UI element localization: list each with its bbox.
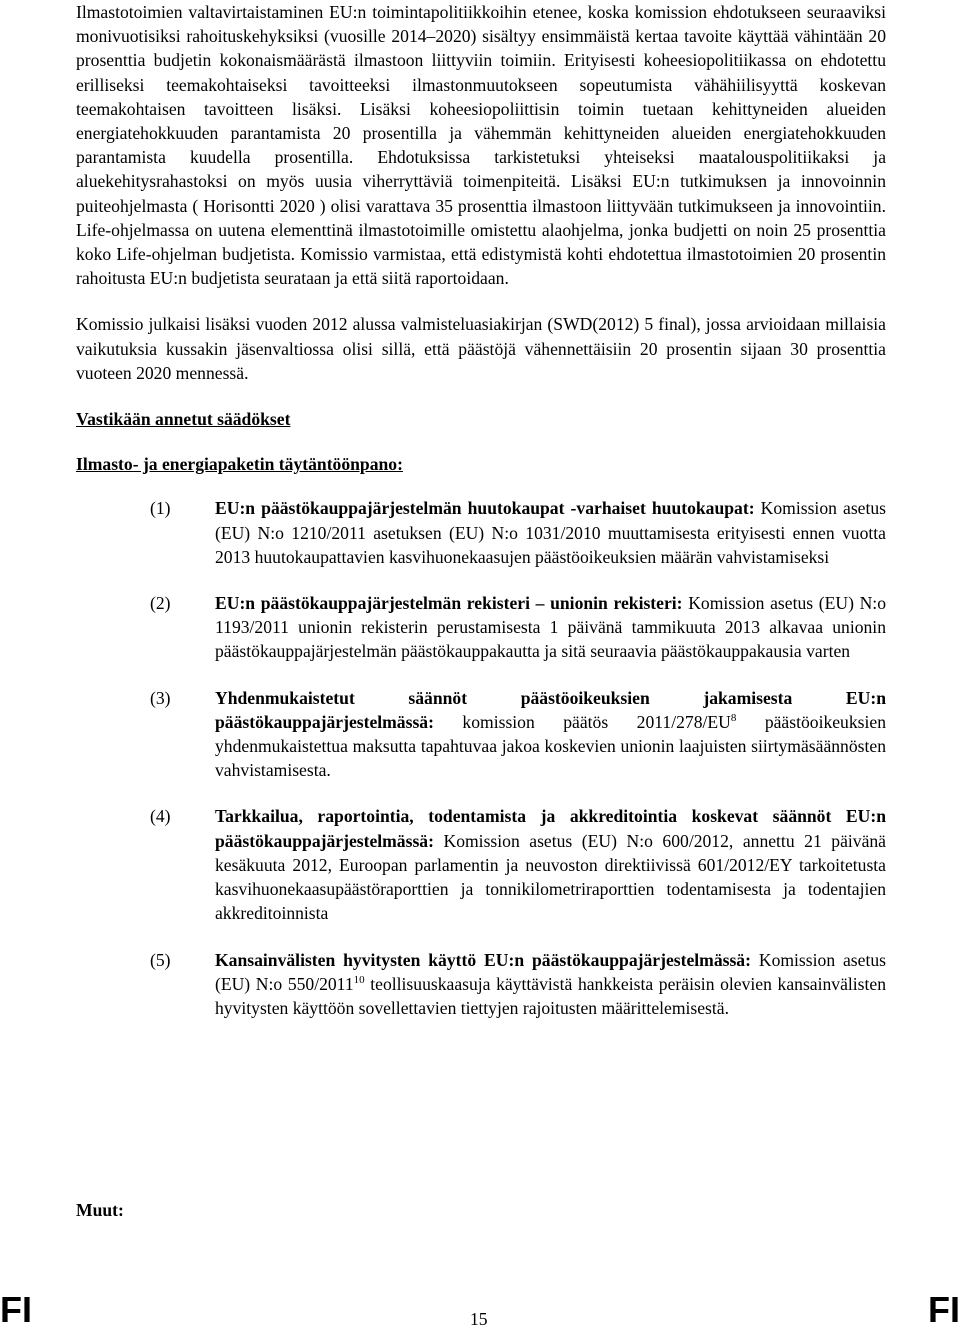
list-item-number: (5) [150, 949, 171, 970]
document-page [76, 0, 886, 1020]
list-item-body [215, 591, 886, 664]
list-item-text: Komission asetus (EU) N:o 1210/2011 asetuksen (EU) N:o 1031/2010 muuttamisesta erityisesti ennen vuotta 2013 huutokaupattavien kasvihuonekaasujen päästöoikeuksien määrän vahvistamiseksi [215, 498, 887, 567]
list-item-text: Komission asetus (EU) N:o 550/2011 [215, 949, 886, 994]
other-heading: Muut: [76, 1200, 124, 1220]
footnote-reference: 8 [730, 711, 737, 724]
list-item-title: EU:n päästökauppajärjestelmän rekisteri – unionin rekisteri: [215, 593, 683, 614]
heading-recent-acts: Vastikään annetut säädökset [76, 409, 291, 430]
list-item-title: Tarkkailua, raportointia, todentamista ja akkreditointia koskevat säännöt EU:n päästökauppajärjestelmässä: [215, 806, 886, 851]
paragraph-mainstreaming: Ilmastotoimien valtavirtaistaminen EU:n toimintapolitiikkoihin etenee, koska komission ehdotukseen seuraaviksi monivuotisiksi rahoituskehyksiksi (vuosille 2014–2020) sisältyy ensimmäistä kertaa tavoite käyttää vähintään 20 prosenttia budjetin kokonaismäärästä ilmastoon liittyviin toimiin. Erityisesti koheesiopolitiikassa on ehdotettu erilliseksi teemakohtaiseksi tavoitteeksi ilmastonmuutokseen sopeutumista vähähiilisyyttä koskevan teemakohtaisen tavoitteen lisäksi. Lisäksi koheesiopoliittisin toimin tuetaan kehittyneiden alueiden energiatehokkuuden parantamista 20 prosentilla ja vähemmän kehittyneiden alueiden energiatehokkuuden parantamista kuudella prosentilla. Ehdotuksissa tarkistetuksi yhteiseksi maatalouspolitiikaksi ja aluekehitysrahastoksi on myös uusia viherryttäviä toimenpiteitä. Lisäksi EU:n tutkimuksen ja innovoinnin puiteohjelmasta ( Horisontti 2020 ) olisi varattava 35 prosenttia ilmastoon liittyvään tutkimukseen ja innovointiin. Life-ohjelmassa on uutena elementtinä ilmastotoimille omistettu alaohjelma, jonka budjetti on noin 25 prosenttia koko Life-ohjelman budjetista. Komissio varmistaa, että edistymistä kohti ehdotettua ilmastotoimien 20 prosentin rahoitusta EU:n budjetista seurataan ja että siitä raportoidaan. [76, 2, 886, 289]
list-item-body [215, 804, 886, 925]
acts-list [76, 496, 886, 1020]
list-item [76, 591, 886, 664]
list-item [76, 686, 886, 783]
footer-language-left: FI [0, 1289, 32, 1330]
list-item-number: (4) [150, 806, 171, 827]
list-item-number: (3) [150, 687, 171, 708]
list-item-body [215, 496, 886, 569]
list-item-text: Komission asetus (EU) N:o 1193/2011 unionin rekisterin perustamisesta 1 päivänä tammikuuta 2013 alkavaa unionin päästökauppajärjestelmän päästökauppakautta ja sitä seuraavia päästökauppakausia varten [215, 593, 886, 662]
list-item-body [215, 686, 886, 783]
heading-package-implementation: Ilmasto- ja energiapaketin täytäntöönpano: [76, 454, 403, 475]
list-item-text-continued: teollisuuskaasuja käyttävistä hankkeista peräisin olevien kansainvälisten hyvitysten käyttöön sovellettavien tiettyjen rajoitusten määrittelemisestä. [215, 973, 887, 1018]
footnote-reference: 10 [353, 973, 365, 986]
list-item-title: Yhdenmukaistetut säännöt päästöoikeuksien jakamisesta EU:n päästökauppajärjestelmässä: [215, 687, 886, 732]
list-item-number: (1) [150, 498, 171, 519]
list-item-text: komission päätös 2011/278/EU [433, 711, 731, 732]
paragraph-swd-2012: Komissio julkaisi lisäksi vuoden 2012 alussa valmisteluasiakirjan (SWD(2012) 5 final), jossa arvioidaan millaisia vaikutuksia kussakin jäsenvaltiossa olisi sillä, että päästöjä vähennettäisiin 20 prosentin sijaan 30 prosenttia vuoteen 2020 mennessä. [76, 314, 886, 383]
list-item-text: Komission asetus (EU) N:o 600/2012, annettu 21 päivänä kesäkuuta 2012, Euroopan parlamentin ja neuvoston direktiivissä 601/2012/EY tarkoitetusta kasvihuonekaasupäästöraporttien ja tonnikilometriraporttien todentamisesta ja todentajien akkreditoinnista [215, 830, 886, 924]
list-item-number: (2) [150, 593, 171, 614]
page-number: 15 [470, 1309, 488, 1329]
list-item-title: Kansainvälisten hyvitysten käyttö EU:n päästökauppajärjestelmässä: [215, 949, 751, 970]
footer-language-right: FI [928, 1289, 960, 1330]
list-item [76, 804, 886, 925]
list-item-body [215, 948, 886, 1021]
list-item [76, 496, 886, 569]
list-item [76, 948, 886, 1021]
list-item-text-continued: päästöoikeuksien yhdenmukaistettua maksutta tapahtuvaa jakoa koskevien unionin laajuisten siirtymäsäännösten vahvistamisesta. [215, 711, 886, 781]
list-item-title: EU:n päästökauppajärjestelmän huutokaupat -varhaiset huutokaupat: [215, 498, 755, 519]
